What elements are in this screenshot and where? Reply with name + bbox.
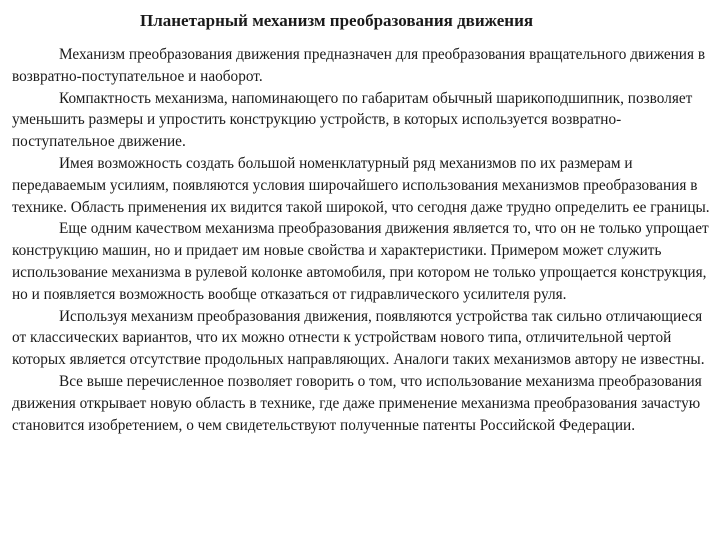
paragraph-compactness: Компактность механизма, напоминающего по габаритам обычный шарикоподшипник, позволяет уменьшить размеры и упростить конструкцию устройств, в которых используется возвратно-поступательное движение. [12,89,693,151]
paragraph-conclusion: Все выше перечисленное позволяет говорить о том, что использование механизма преобразования движения открывает новую область в технике, где даже применение механизма преобразования зачастую становится изобретением, о чем свидетельствуют полученные патенты Российской Федерации. [12,372,702,434]
paragraph-applications: Имея возможность создать большой номенклатурный ряд механизмов по их размерам и передаваемым усилиям, появляются условия широчайшего использования механизмов преобразования в технике. Область применения их видится такой широкой, что сегодня даже трудно определить ее границы. [12,154,710,216]
document-body [12,44,712,436]
paragraph-new-devices: Используя механизм преобразования движения, появляются устройства так сильно отличающиеся от классических вариантов, что их можно отнести к устройствам нового типа, отличительной чертой которых является отсутствие продольных направляющих. Аналоги таких механизмов автору не известны. [12,307,705,369]
page-title: Планетарный механизм преобразования движения [140,11,534,30]
paragraph-purpose: Механизм преобразования движения предназначен для преобразования вращательного движения в возвратно-поступательное и наоборот. [12,46,706,85]
paragraph-quality: Еще одним качеством механизма преобразования движения является то, что он не только упрощает конструкцию машин, но и придает им новые свойства и характеристики. Примером может служить использование механизма в рулевой колонке автомобиля, при котором не только упрощается конструкция, но и появляется возможность вообще отказаться от гидравлического усилителя руля. [12,220,709,303]
